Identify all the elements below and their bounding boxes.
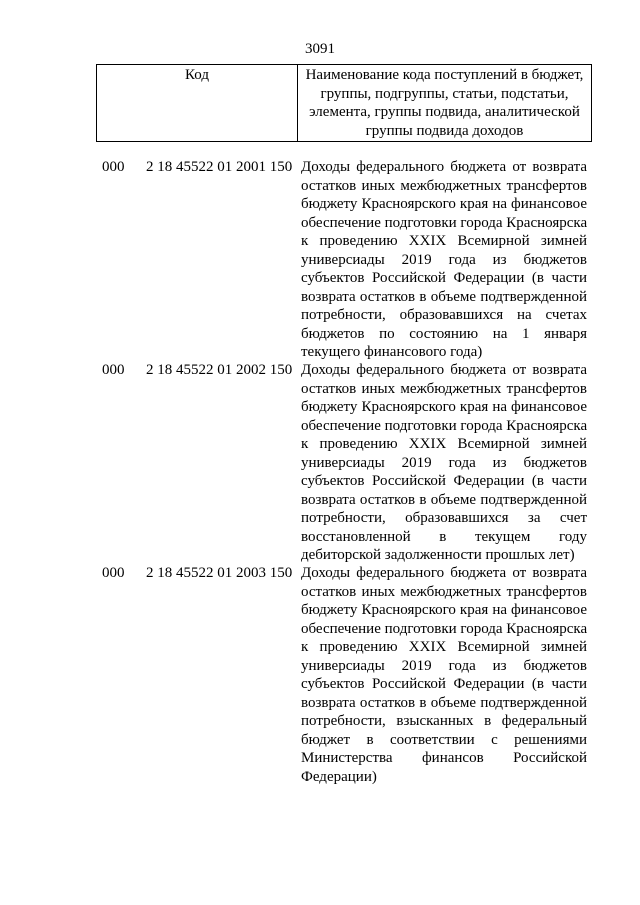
description-line: возврата остатков в объеме подтвержденной: [301, 491, 587, 508]
description-line: потребности, взысканных в федеральный: [301, 713, 587, 729]
description-line: бюджету Красноярского края на финансовое: [301, 602, 587, 618]
header-name-line: элемента, группы подвида, аналитической: [309, 104, 580, 120]
revenue-description: [301, 564, 587, 786]
header-code-column: Код: [97, 65, 298, 141]
description-line: субъектов Российской Федерации (в части: [301, 270, 587, 286]
description-line: бюджет в соответствии с решениями: [301, 731, 587, 748]
header-name-line: группы, подгруппы, статьи, подстатьи,: [320, 85, 569, 102]
description-line: восстановленной в текущем году: [301, 528, 587, 545]
description-line: остатков иных межбюджетных трансфертов: [301, 380, 587, 397]
description-line: остатков иных межбюджетных трансфертов: [301, 177, 587, 194]
description-line: возврата остатков в объеме подтвержденной: [301, 288, 587, 305]
admin-code: 000: [102, 565, 125, 581]
revenue-code: 2 18 45522 01 2002 150: [146, 362, 293, 378]
admin-code: 000: [102, 362, 125, 378]
description-line: бюджету Красноярского края на финансовое: [301, 399, 587, 415]
description-line: Доходы федерального бюджета от возврата: [301, 159, 587, 175]
description-line: к проведению XXIX Всемирной зимней: [301, 436, 587, 452]
description-line: потребности, образовавшихся за счет: [301, 510, 587, 526]
description-line: текущего финансового года): [301, 344, 483, 360]
description-line: универсиады 2019 года из бюджетов: [301, 454, 587, 471]
description-line: возврата остатков в объеме подтвержденной: [301, 694, 587, 711]
description-line: бюджету Красноярского края на финансовое: [301, 196, 587, 212]
header-name-column: [298, 65, 591, 141]
table-header: [96, 64, 592, 142]
description-line: универсиады 2019 года из бюджетов: [301, 251, 587, 268]
description-line: универсиады 2019 года из бюджетов: [301, 657, 587, 674]
header-name-line: группы подвида доходов: [365, 122, 524, 139]
description-line: потребности, образовавшихся на счетах: [301, 307, 587, 323]
description-line: обеспечение подготовки города Красноярска: [301, 417, 588, 434]
description-line: дебиторской задолженности прошлых лет): [301, 547, 575, 563]
header-name-line: Наименование кода поступлений в бюджет,: [305, 67, 584, 83]
revenue-description: [301, 158, 587, 362]
description-line: Доходы федерального бюджета от возврата: [301, 565, 587, 581]
description-line: к проведению XXIX Всемирной зимней: [301, 233, 587, 249]
description-line: Министерства финансов Российской: [301, 750, 587, 766]
description-line: обеспечение подготовки города Красноярска: [301, 620, 588, 637]
description-line: бюджетов по состоянию на 1 января: [301, 325, 587, 342]
revenue-code: 2 18 45522 01 2003 150: [146, 565, 293, 581]
description-line: Федерации): [301, 768, 377, 785]
admin-code: 000: [102, 159, 125, 175]
description-line: субъектов Российской Федерации (в части: [301, 676, 587, 692]
revenue-code: 2 18 45522 01 2001 150: [146, 159, 293, 175]
page-number: 3091: [305, 41, 335, 57]
description-line: Доходы федерального бюджета от возврата: [301, 362, 587, 378]
description-line: обеспечение подготовки города Красноярска: [301, 214, 588, 231]
description-line: субъектов Российской Федерации (в части: [301, 473, 587, 489]
description-line: к проведению XXIX Всемирной зимней: [301, 639, 587, 655]
revenue-description: [301, 361, 587, 565]
description-line: остатков иных межбюджетных трансфертов: [301, 583, 587, 600]
